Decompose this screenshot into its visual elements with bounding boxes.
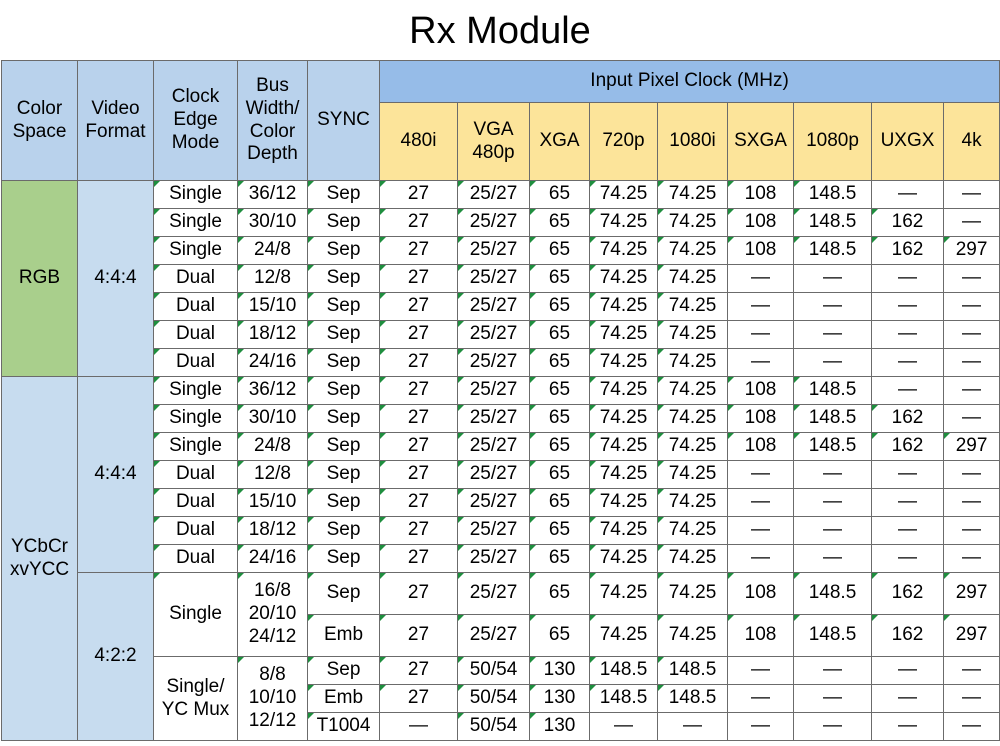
- clock-value-cell: —: [728, 685, 794, 713]
- clock-mode-cell: Dual: [154, 461, 238, 489]
- clock-value-cell: 162: [872, 237, 944, 265]
- clock-value-cell: 65: [530, 615, 590, 657]
- clock-mode-cell: Single: [154, 405, 238, 433]
- clock-value-cell: 25/27: [458, 545, 530, 573]
- clock-value-cell: 65: [530, 349, 590, 377]
- bus-width-cell: 30/10: [238, 209, 308, 237]
- clock-value-cell: 74.25: [590, 545, 658, 573]
- clock-mode-cell: Dual: [154, 545, 238, 573]
- clock-value-cell: 108: [728, 181, 794, 209]
- sync-cell: Sep: [308, 377, 380, 405]
- sync-cell: Emb: [308, 685, 380, 713]
- clock-value-cell: 27: [380, 265, 458, 293]
- clock-value-cell: —: [794, 461, 872, 489]
- header-res-uxgx: UXGX: [872, 103, 944, 181]
- clock-value-cell: 162: [872, 405, 944, 433]
- sync-cell: Emb: [308, 615, 380, 657]
- bus-width-cell: 12/8: [238, 461, 308, 489]
- clock-value-cell: 25/27: [458, 293, 530, 321]
- clock-value-cell: 27: [380, 349, 458, 377]
- clock-value-cell: 65: [530, 461, 590, 489]
- clock-value-cell: 25/27: [458, 461, 530, 489]
- clock-value-cell: —: [944, 489, 1000, 517]
- header-res-1080p: 1080p: [794, 103, 872, 181]
- clock-value-cell: —: [794, 293, 872, 321]
- clock-value-cell: 74.25: [658, 209, 728, 237]
- clock-value-cell: 74.25: [658, 405, 728, 433]
- clock-value-cell: 65: [530, 321, 590, 349]
- clock-value-cell: 25/27: [458, 573, 530, 615]
- clock-value-cell: 148.5: [794, 433, 872, 461]
- clock-value-cell: —: [872, 265, 944, 293]
- clock-value-cell: —: [728, 489, 794, 517]
- clock-value-cell: 27: [380, 461, 458, 489]
- clock-value-cell: 27: [380, 657, 458, 685]
- clock-value-cell: 148.5: [794, 237, 872, 265]
- clock-mode-cell: Dual: [154, 293, 238, 321]
- clock-value-cell: —: [794, 545, 872, 573]
- table-row: [2, 377, 1000, 405]
- clock-value-cell: 148.5: [590, 685, 658, 713]
- bus-width-cell: 15/10: [238, 293, 308, 321]
- clock-value-cell: 25/27: [458, 405, 530, 433]
- clock-value-cell: 297: [944, 615, 1000, 657]
- bus-width-cell: 24/16: [238, 545, 308, 573]
- clock-value-cell: —: [944, 265, 1000, 293]
- clock-value-cell: —: [944, 209, 1000, 237]
- clock-value-cell: 25/27: [458, 237, 530, 265]
- clock-value-cell: 130: [530, 657, 590, 685]
- clock-value-cell: —: [728, 349, 794, 377]
- clock-value-cell: 74.25: [590, 489, 658, 517]
- color-space-cell: YCbCr xvYCC: [2, 377, 78, 741]
- clock-mode-cell: Dual: [154, 321, 238, 349]
- clock-value-cell: 74.25: [658, 489, 728, 517]
- clock-value-cell: —: [872, 461, 944, 489]
- sync-cell: Sep: [308, 349, 380, 377]
- clock-value-cell: 297: [944, 573, 1000, 615]
- bus-width-cell: 18/12: [238, 321, 308, 349]
- header-res-vga-480p: VGA 480p: [458, 103, 530, 181]
- clock-value-cell: —: [944, 321, 1000, 349]
- clock-value-cell: 25/27: [458, 489, 530, 517]
- bus-width-cell: 16/8 20/10 24/12: [238, 573, 308, 657]
- clock-value-cell: 25/27: [458, 615, 530, 657]
- clock-value-cell: 74.25: [590, 461, 658, 489]
- clock-value-cell: —: [794, 489, 872, 517]
- sync-cell: Sep: [308, 461, 380, 489]
- clock-value-cell: —: [794, 657, 872, 685]
- clock-value-cell: 65: [530, 181, 590, 209]
- clock-value-cell: —: [944, 349, 1000, 377]
- bus-width-cell: 24/16: [238, 349, 308, 377]
- clock-value-cell: 74.25: [590, 293, 658, 321]
- clock-value-cell: 74.25: [658, 461, 728, 489]
- clock-value-cell: 27: [380, 321, 458, 349]
- clock-mode-cell: Single: [154, 573, 238, 657]
- clock-value-cell: 108: [728, 237, 794, 265]
- clock-value-cell: 148.5: [590, 657, 658, 685]
- clock-value-cell: 162: [872, 209, 944, 237]
- color-space-cell: RGB: [2, 181, 78, 377]
- clock-value-cell: 297: [944, 237, 1000, 265]
- clock-value-cell: 74.25: [590, 265, 658, 293]
- clock-value-cell: —: [944, 461, 1000, 489]
- clock-value-cell: 25/27: [458, 517, 530, 545]
- clock-value-cell: 65: [530, 377, 590, 405]
- clock-value-cell: 74.25: [590, 517, 658, 545]
- clock-value-cell: 27: [380, 573, 458, 615]
- clock-value-cell: —: [590, 713, 658, 741]
- clock-value-cell: —: [872, 517, 944, 545]
- clock-value-cell: 74.25: [658, 349, 728, 377]
- clock-mode-cell: Single: [154, 433, 238, 461]
- clock-value-cell: 74.25: [590, 237, 658, 265]
- clock-mode-cell: Dual: [154, 265, 238, 293]
- clock-value-cell: 297: [944, 433, 1000, 461]
- clock-value-cell: —: [794, 265, 872, 293]
- clock-value-cell: 27: [380, 433, 458, 461]
- clock-value-cell: 162: [872, 615, 944, 657]
- clock-value-cell: 74.25: [590, 615, 658, 657]
- clock-value-cell: 27: [380, 293, 458, 321]
- clock-value-cell: 108: [728, 433, 794, 461]
- bus-width-cell: 18/12: [238, 517, 308, 545]
- bus-width-cell: 8/8 10/10 12/12: [238, 657, 308, 741]
- clock-value-cell: 25/27: [458, 209, 530, 237]
- clock-value-cell: 50/54: [458, 713, 530, 741]
- clock-value-cell: 108: [728, 209, 794, 237]
- clock-value-cell: 27: [380, 489, 458, 517]
- header-res-sxga: SXGA: [728, 103, 794, 181]
- clock-value-cell: 148.5: [794, 377, 872, 405]
- video-format-cell: 4:4:4: [78, 377, 154, 573]
- header-res-720p: 720p: [590, 103, 658, 181]
- clock-value-cell: 65: [530, 573, 590, 615]
- clock-value-cell: —: [872, 349, 944, 377]
- sync-cell: Sep: [308, 433, 380, 461]
- header-res-4k: 4k: [944, 103, 1000, 181]
- clock-value-cell: 65: [530, 237, 590, 265]
- clock-mode-cell: Single: [154, 209, 238, 237]
- clock-value-cell: —: [794, 321, 872, 349]
- clock-value-cell: 65: [530, 489, 590, 517]
- sync-cell: Sep: [308, 489, 380, 517]
- clock-value-cell: 74.25: [658, 433, 728, 461]
- clock-value-cell: 25/27: [458, 181, 530, 209]
- header-sync: SYNC: [308, 61, 380, 181]
- clock-value-cell: —: [728, 265, 794, 293]
- clock-value-cell: —: [872, 489, 944, 517]
- header-bus-width: Bus Width/ Color Depth: [238, 61, 308, 181]
- clock-value-cell: 74.25: [590, 573, 658, 615]
- clock-mode-cell: Single: [154, 237, 238, 265]
- clock-value-cell: —: [872, 293, 944, 321]
- bus-width-cell: 24/8: [238, 433, 308, 461]
- header-video-format: Video Format: [78, 61, 154, 181]
- clock-value-cell: 74.25: [590, 377, 658, 405]
- clock-value-cell: —: [794, 713, 872, 741]
- table-row: [2, 181, 1000, 209]
- clock-value-cell: —: [872, 321, 944, 349]
- clock-value-cell: —: [944, 713, 1000, 741]
- clock-value-cell: 27: [380, 545, 458, 573]
- header-res-1080i: 1080i: [658, 103, 728, 181]
- clock-value-cell: 74.25: [658, 321, 728, 349]
- bus-width-cell: 15/10: [238, 489, 308, 517]
- clock-value-cell: —: [944, 685, 1000, 713]
- header-clock-edge-mode: Clock Edge Mode: [154, 61, 238, 181]
- clock-value-cell: —: [728, 293, 794, 321]
- sync-cell: Sep: [308, 545, 380, 573]
- clock-value-cell: 27: [380, 517, 458, 545]
- clock-value-cell: 27: [380, 237, 458, 265]
- sync-cell: Sep: [308, 181, 380, 209]
- clock-value-cell: 27: [380, 209, 458, 237]
- clock-value-cell: —: [728, 321, 794, 349]
- clock-value-cell: 148.5: [794, 573, 872, 615]
- sync-cell: Sep: [308, 321, 380, 349]
- clock-value-cell: 27: [380, 405, 458, 433]
- clock-value-cell: —: [794, 517, 872, 545]
- clock-value-cell: 65: [530, 265, 590, 293]
- video-format-cell: 4:2:2: [78, 573, 154, 741]
- clock-value-cell: 65: [530, 433, 590, 461]
- sync-cell: Sep: [308, 293, 380, 321]
- sync-cell: Sep: [308, 265, 380, 293]
- sync-cell: Sep: [308, 657, 380, 685]
- clock-value-cell: —: [872, 713, 944, 741]
- rx-module-table: [1, 60, 1000, 741]
- clock-value-cell: 65: [530, 293, 590, 321]
- clock-value-cell: 25/27: [458, 433, 530, 461]
- clock-value-cell: —: [728, 545, 794, 573]
- clock-value-cell: 108: [728, 615, 794, 657]
- clock-value-cell: —: [728, 657, 794, 685]
- clock-value-cell: 74.25: [590, 181, 658, 209]
- clock-value-cell: 74.25: [590, 405, 658, 433]
- clock-value-cell: 74.25: [658, 377, 728, 405]
- header-input-pixel-clock: Input Pixel Clock (MHz): [380, 61, 1000, 103]
- clock-value-cell: 74.25: [658, 237, 728, 265]
- clock-value-cell: 27: [380, 181, 458, 209]
- clock-value-cell: —: [728, 461, 794, 489]
- sync-cell: Sep: [308, 405, 380, 433]
- clock-value-cell: 148.5: [794, 405, 872, 433]
- sync-cell: Sep: [308, 209, 380, 237]
- clock-value-cell: 74.25: [658, 545, 728, 573]
- clock-mode-cell: Single: [154, 377, 238, 405]
- clock-mode-cell: Single/ YC Mux: [154, 657, 238, 741]
- clock-value-cell: 25/27: [458, 349, 530, 377]
- clock-value-cell: —: [872, 685, 944, 713]
- clock-value-cell: 50/54: [458, 657, 530, 685]
- page-title: Rx Module: [409, 10, 591, 52]
- clock-value-cell: 74.25: [590, 321, 658, 349]
- clock-value-cell: 130: [530, 713, 590, 741]
- clock-value-cell: —: [658, 713, 728, 741]
- clock-value-cell: —: [944, 293, 1000, 321]
- clock-value-cell: 108: [728, 573, 794, 615]
- clock-value-cell: 74.25: [590, 209, 658, 237]
- clock-value-cell: 162: [872, 573, 944, 615]
- video-format-cell: 4:4:4: [78, 181, 154, 377]
- clock-value-cell: 27: [380, 685, 458, 713]
- clock-value-cell: —: [794, 349, 872, 377]
- clock-value-cell: —: [380, 713, 458, 741]
- clock-value-cell: —: [944, 657, 1000, 685]
- clock-value-cell: 25/27: [458, 265, 530, 293]
- clock-value-cell: 108: [728, 377, 794, 405]
- clock-value-cell: 148.5: [794, 615, 872, 657]
- clock-value-cell: —: [872, 181, 944, 209]
- clock-value-cell: —: [944, 545, 1000, 573]
- clock-mode-cell: Single: [154, 181, 238, 209]
- clock-value-cell: 130: [530, 685, 590, 713]
- clock-value-cell: 25/27: [458, 377, 530, 405]
- clock-value-cell: —: [872, 545, 944, 573]
- bus-width-cell: 36/12: [238, 377, 308, 405]
- clock-value-cell: 25/27: [458, 321, 530, 349]
- clock-value-cell: —: [872, 377, 944, 405]
- clock-mode-cell: Dual: [154, 349, 238, 377]
- sync-cell: T1004: [308, 713, 380, 741]
- clock-value-cell: 148.5: [658, 685, 728, 713]
- header-res-480i: 480i: [380, 103, 458, 181]
- clock-mode-cell: Dual: [154, 489, 238, 517]
- clock-value-cell: 148.5: [794, 181, 872, 209]
- clock-value-cell: 162: [872, 433, 944, 461]
- clock-value-cell: 65: [530, 545, 590, 573]
- clock-value-cell: —: [728, 713, 794, 741]
- clock-value-cell: —: [944, 181, 1000, 209]
- clock-value-cell: —: [872, 657, 944, 685]
- table-row: [2, 573, 1000, 615]
- sync-cell: Sep: [308, 517, 380, 545]
- clock-mode-cell: Dual: [154, 517, 238, 545]
- clock-value-cell: 74.25: [658, 573, 728, 615]
- clock-value-cell: 74.25: [658, 181, 728, 209]
- clock-value-cell: 50/54: [458, 685, 530, 713]
- clock-value-cell: 27: [380, 615, 458, 657]
- clock-value-cell: —: [728, 517, 794, 545]
- clock-value-cell: 74.25: [658, 293, 728, 321]
- clock-value-cell: 74.25: [658, 615, 728, 657]
- header-res-xga: XGA: [530, 103, 590, 181]
- sync-cell: Sep: [308, 573, 380, 615]
- bus-width-cell: 12/8: [238, 265, 308, 293]
- clock-value-cell: 148.5: [794, 209, 872, 237]
- clock-value-cell: 27: [380, 377, 458, 405]
- sync-cell: Sep: [308, 237, 380, 265]
- bus-width-cell: 24/8: [238, 237, 308, 265]
- table-body: [2, 181, 1000, 741]
- clock-value-cell: 74.25: [590, 433, 658, 461]
- bus-width-cell: 30/10: [238, 405, 308, 433]
- clock-value-cell: —: [794, 685, 872, 713]
- clock-value-cell: —: [944, 517, 1000, 545]
- header-color-space: Color Space: [2, 61, 78, 181]
- clock-value-cell: —: [944, 405, 1000, 433]
- clock-value-cell: 108: [728, 405, 794, 433]
- bus-width-cell: 36/12: [238, 181, 308, 209]
- clock-value-cell: 65: [530, 517, 590, 545]
- clock-value-cell: 74.25: [658, 265, 728, 293]
- clock-value-cell: 74.25: [658, 517, 728, 545]
- clock-value-cell: 65: [530, 405, 590, 433]
- clock-value-cell: 74.25: [590, 349, 658, 377]
- clock-value-cell: —: [944, 377, 1000, 405]
- clock-value-cell: 148.5: [658, 657, 728, 685]
- clock-value-cell: 65: [530, 209, 590, 237]
